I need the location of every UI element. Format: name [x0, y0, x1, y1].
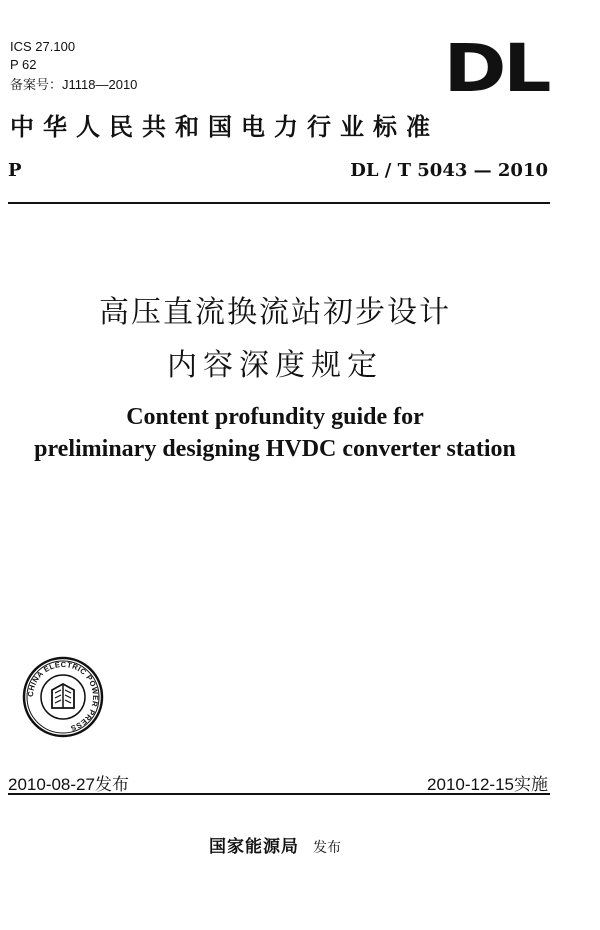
bottom-divider [8, 793, 550, 795]
top-divider [8, 202, 550, 204]
dl-logo: DL [443, 30, 548, 107]
release-date: 2010-08-27发布 [8, 775, 129, 794]
publisher-seal-icon [22, 656, 104, 738]
chinese-title-line-2: 内容深度规定 [167, 348, 383, 383]
record-number: 备案号：J1118—2010 [10, 77, 138, 92]
classification-code: P 62 [10, 57, 37, 72]
seal-ring-text: CHINA ELECTRIC POWER PRESS [25, 659, 101, 733]
category-letter: P [8, 160, 22, 181]
authority-name: 国家能源局 [209, 837, 299, 857]
standard-number: DL / T 5043 — 2010 [350, 160, 548, 181]
industry-standard-title: 中华人民共和国电力行业标准 [10, 112, 439, 141]
implementation-date: 2010-12-15实施 [427, 775, 548, 794]
english-title-line-2: preliminary designing HVDC converter station [34, 436, 516, 462]
ics-code: ICS 27.100 [10, 39, 76, 54]
chinese-title-line-1: 高压直流换流站初步设计 [99, 295, 451, 330]
english-title-line-1: Content profundity guide for [126, 404, 424, 430]
issuing-authority [0, 832, 550, 857]
authority-verb: 发布 [313, 840, 341, 856]
